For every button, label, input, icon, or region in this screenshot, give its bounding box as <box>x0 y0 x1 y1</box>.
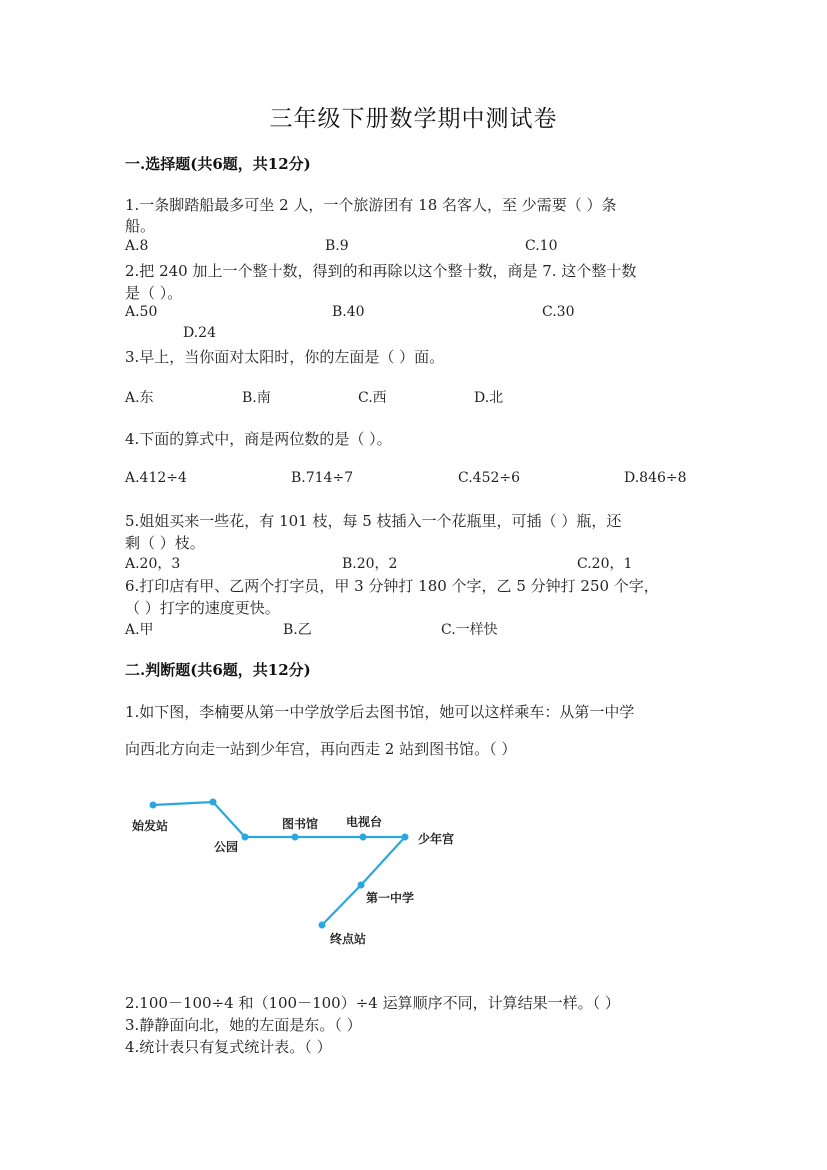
question-5-line-2: 剩（ ）枝。 <box>125 534 205 552</box>
question-3-option-a: A.东 <box>125 390 154 406</box>
question-2-line-2: 是（ ）。 <box>125 284 183 302</box>
question-6-line-2: （ ）打字的速度更快。 <box>125 599 280 617</box>
question-4-option-d: D.846÷8 <box>624 470 687 486</box>
stop-dot-terminal <box>319 922 326 929</box>
question-2-line-1: 2.把 240 加上一个整十数，得到的和再除以这个整十数，商是 7. 这个整十数 <box>125 262 637 280</box>
stop-label-terminal: 终点站 <box>330 932 367 946</box>
question-4-option-b: B.714÷7 <box>291 470 354 486</box>
question-5-option-b: B.20，2 <box>342 556 398 572</box>
stop-dot-park <box>242 834 249 841</box>
question-2-option-a: A.50 <box>125 304 158 320</box>
question-6-option-b: B.乙 <box>283 622 312 638</box>
question-1-line-1: 1.一条脚踏船最多可坐 2 人，一个旅游团有 18 名客人，至 少需要（ ）条 <box>125 196 617 214</box>
stop-label-youth-palace: 少年宫 <box>418 832 455 846</box>
judgement-1-line-2: 向西北方向走一站到少年宫，再向西走 2 站到图书馆。（ ） <box>125 740 517 758</box>
stop-label-tv-station: 电视台 <box>346 815 383 829</box>
judgement-3: 3.静静面向北，她的左面是东。（ ） <box>125 1016 362 1034</box>
question-3-option-c: C.西 <box>358 390 387 406</box>
stop-dot-youth-palace <box>402 834 409 841</box>
section-heading-judgement: 二.判断题(共6题，共12分) <box>125 661 311 679</box>
question-6-line-1: 6.打印店有甲、乙两个打字员，甲 3 分钟打 180 个字，乙 5 分钟打 250 个字， <box>125 577 659 595</box>
stop-dot-turn <box>210 799 217 806</box>
question-4-option-c: C.452÷6 <box>458 470 521 486</box>
question-1-option-a: A.8 <box>125 238 149 254</box>
question-6-option-c: C.一样快 <box>441 622 498 638</box>
question-2-option-b: B.40 <box>332 304 365 320</box>
stop-dot-tv-station <box>360 834 367 841</box>
stop-dot-library <box>292 834 299 841</box>
question-5-line-1: 5.姐姐买来一些花，有 101 枝，每 5 枝插入一个花瓶里，可插（ ）瓶，还 <box>125 512 622 530</box>
question-4-option-a: A.412÷4 <box>125 470 187 486</box>
section-heading-choice: 一.选择题(共6题，共12分) <box>125 155 311 173</box>
question-2-option-c: C.30 <box>542 304 575 320</box>
page-title: 三年级下册数学期中测试卷 <box>269 106 558 132</box>
question-2-option-d: D.24 <box>183 325 216 341</box>
stop-label-start: 始发站 <box>132 819 169 833</box>
stop-label-first-middle-school: 第一中学 <box>366 891 415 905</box>
question-1-option-b: B.9 <box>325 238 349 254</box>
question-3-line-1: 3.早上，当你面对太阳时，你的左面是（ ）面。 <box>125 348 445 366</box>
judgement-1-line-1: 1.如下图，李楠要从第一中学放学后去图书馆，她可以这样乘车：从第一中学 <box>125 703 635 721</box>
question-3-option-b: B.南 <box>242 390 271 406</box>
question-1-option-c: C.10 <box>525 238 558 254</box>
judgement-2: 2.100－100÷4 和（100－100）÷4 运算顺序不同，计算结果一样。（ ） <box>125 994 620 1012</box>
question-5-option-c: C.20，1 <box>577 556 633 572</box>
stop-dot-start <box>150 802 157 809</box>
bus-route-map <box>120 780 480 965</box>
stop-label-library: 图书馆 <box>282 817 319 831</box>
stop-label-park: 公园 <box>214 840 239 854</box>
judgement-4: 4.统计表只有复式统计表。（ ） <box>125 1038 332 1056</box>
question-1-line-2: 船。 <box>125 217 156 235</box>
question-6-option-a: A.甲 <box>125 622 154 638</box>
question-5-option-a: A.20，3 <box>125 556 181 572</box>
question-4-line-1: 4.下面的算式中，商是两位数的是（ ）。 <box>125 430 392 448</box>
question-3-option-d: D.北 <box>474 390 504 406</box>
stop-dot-first-middle-school <box>358 882 365 889</box>
